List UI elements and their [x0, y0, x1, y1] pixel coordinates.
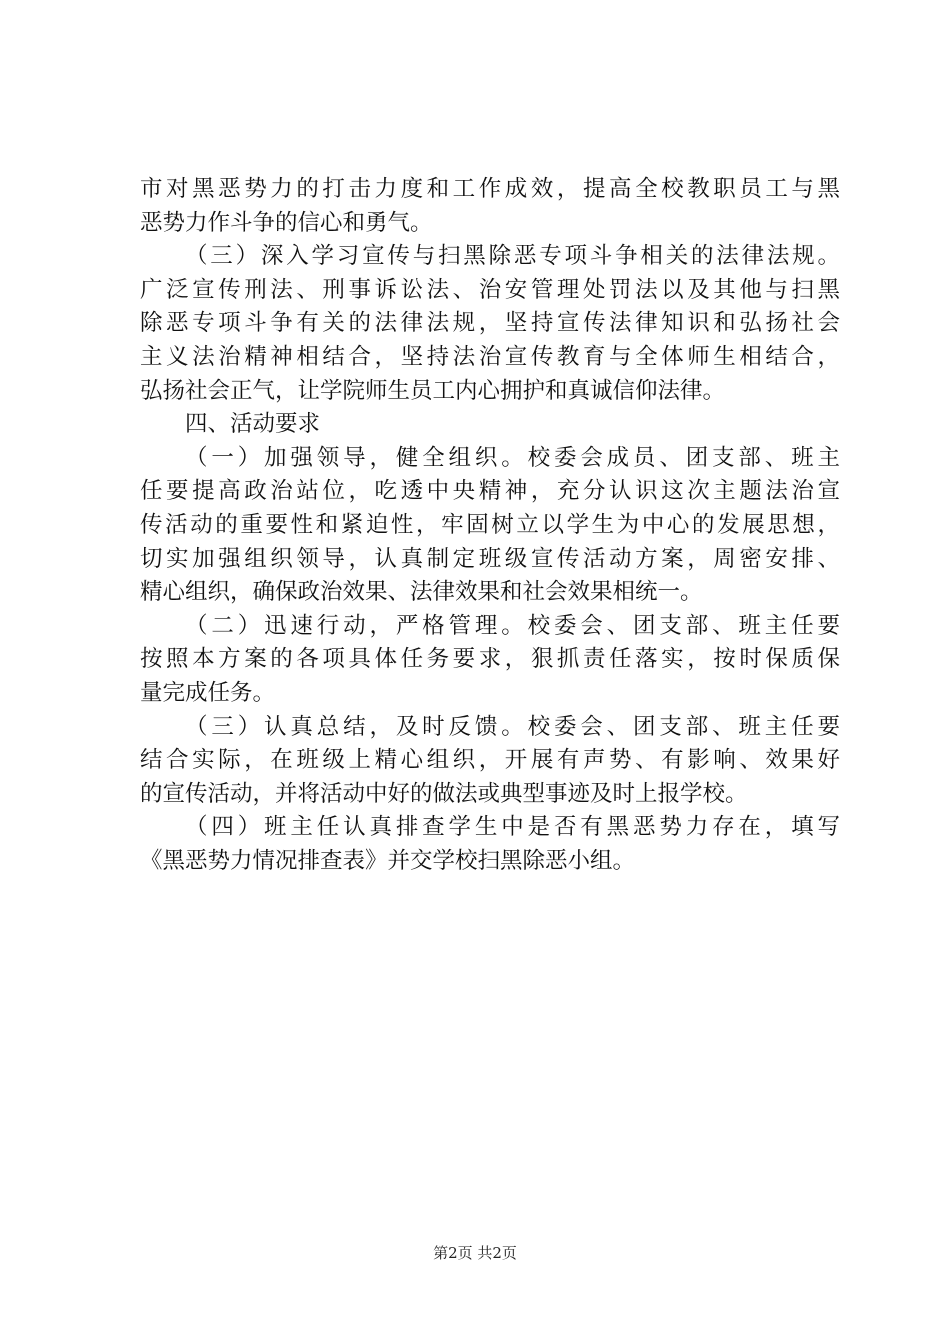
paragraph-line: 广泛宣传刑法、刑事诉讼法、治安管理处罚法以及其他与扫黑	[140, 276, 840, 303]
paragraph-line: 弘扬社会正气，让学院师生员工内心拥护和真诚信仰法律。	[140, 377, 726, 404]
paragraph-line: 按照本方案的各项具体任务要求，狠抓责任落实，按时保质保	[140, 646, 840, 673]
paragraph-line: （三）认真总结，及时反馈。校委会、团支部、班主任要	[185, 713, 840, 740]
paragraph-line: 市对黑恶势力的打击力度和工作成效，提高全校教职员工与黑	[140, 176, 840, 202]
paragraph-line: 的宣传活动，并将活动中好的做法或典型事迹及时上报学校。	[140, 780, 748, 807]
paragraph-line: （三）深入学习宣传与扫黑除恶专项斗争相关的法律法规。	[185, 243, 840, 270]
paragraph-line: 《黑恶势力情况排查表》并交学校扫黑除恶小组。	[140, 847, 636, 874]
paragraph-line: 结合实际，在班级上精心组织，开展有声势、有影响、效果好	[140, 747, 840, 774]
section-heading: 四、活动要求	[185, 411, 321, 438]
paragraph-line: 主义法治精神相结合，坚持法治宣传教育与全体师生相结合，	[140, 343, 840, 370]
paragraph-line: 恶势力作斗争的信心和勇气。	[140, 209, 433, 236]
paragraph-line: 切实加强组织领导，认真制定班级宣传活动方案，周密安排、	[140, 545, 840, 572]
paragraph-line: （二）迅速行动，严格管理。校委会、团支部、班主任要	[185, 612, 840, 639]
paragraph-line: 除恶专项斗争有关的法律法规，坚持宣传法律知识和弘扬社会	[140, 310, 840, 337]
paragraph-line: （一）加强领导，健全组织。校委会成员、团支部、班主	[185, 444, 840, 471]
paragraph-line: 量完成任务。	[140, 679, 276, 706]
page-number-footer: 第2页 共2页	[433, 1244, 517, 1262]
document-body	[140, 173, 840, 878]
paragraph-line: （四）班主任认真排查学生中是否有黑恶势力存在，填写	[185, 814, 840, 841]
paragraph-line: 传活动的重要性和紧迫性，牢固树立以学生为中心的发展思想，	[140, 511, 840, 538]
paragraph-line: 精心组织，确保政治效果、法律效果和社会效果相统一。	[140, 579, 703, 606]
paragraph-line: 任要提高政治站位，吃透中央精神，充分认识这次主题法治宣	[140, 478, 840, 505]
